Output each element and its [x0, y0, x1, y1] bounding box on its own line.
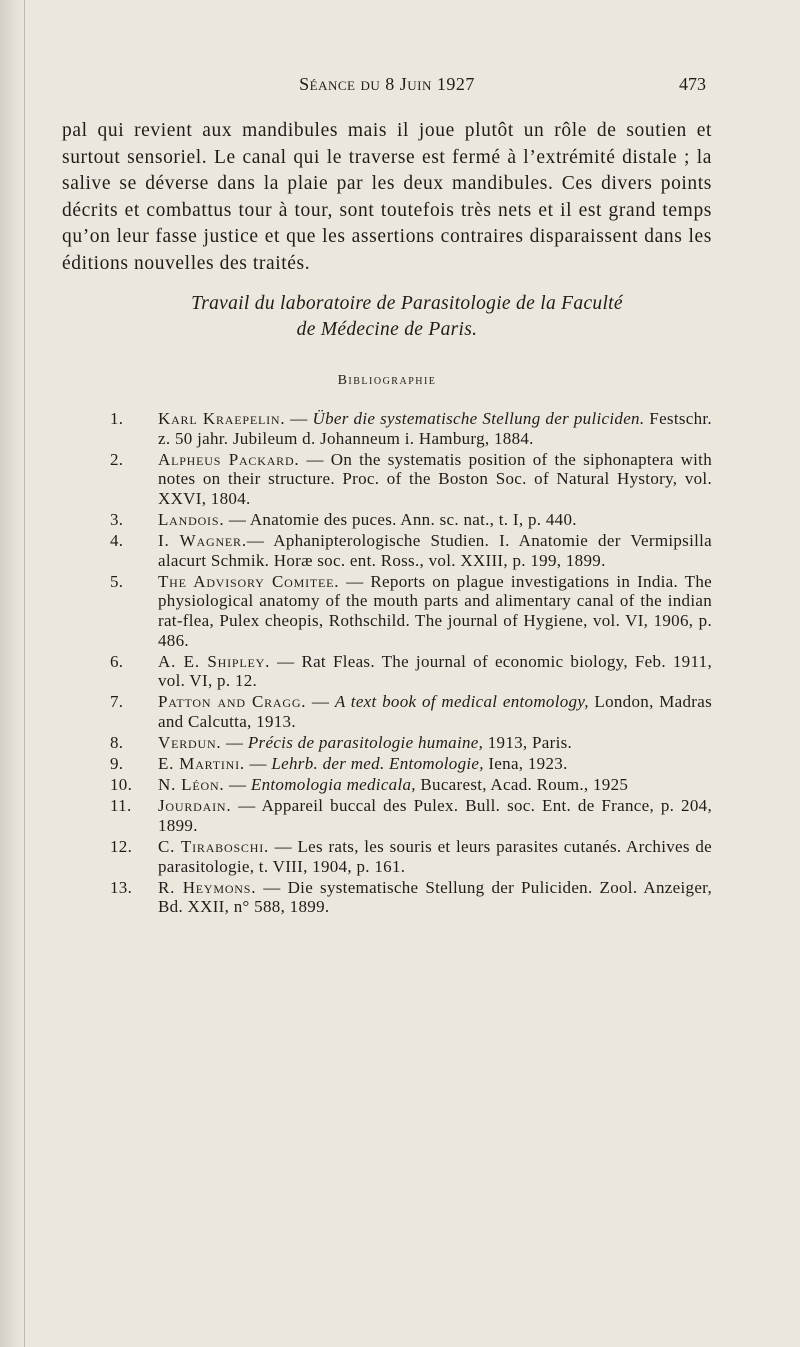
bib-number: 4.: [110, 531, 124, 551]
bib-number: 5.: [110, 571, 124, 591]
bib-details: Les rats, les souris et leurs parasites cutanés. Archives de parasitologie, t. VIII, 1904, p. 161.: [158, 836, 712, 876]
bib-number: 1.: [110, 409, 124, 428]
bib-number: 11.: [110, 796, 132, 816]
bib-entry: [62, 878, 712, 917]
bib-title: A text book of medical entomology,: [334, 692, 589, 712]
bib-details: Aphanipterologische Studien. I. Anatomie der Vermipsilla alacurt Schmik. Horæ soc. ent. Ross., vol. XXIII, p. 199, 1899.: [158, 531, 712, 570]
bib-details: Appareil buccal des Pulex. Bull. soc. Ent. de France, p. 204, 1899.: [158, 796, 712, 835]
bib-entry: [62, 572, 712, 650]
bib-separator: —: [246, 531, 274, 551]
bib-number: 3.: [110, 509, 124, 529]
bib-details: London, Madras and Calcutta, 1913.: [158, 692, 712, 731]
bib-details: On the systematis position of the siphonaptera with notes on their structure. Proc. of the Boston Soc. of Natural Hystory, vol. XXVI, 1804.: [158, 449, 712, 508]
bib-separator: —: [221, 733, 248, 752]
bib-details: Anatomie des puces. Ann. sc. nat., t. I, p. 440.: [249, 509, 577, 529]
body-paragraph: pal qui revient aux mandibules mais il joue plutôt un rôle de soutien et surtout sensoriel. Le canal qui le traverse est fermé à l’extrémité distale ; la salive se déverse dans la plaie par les deux mandibules. Ces divers points décrits et combattus tour à tour, sont toutefois très nets et il est grand temps qu’on leur fasse justice et que les assertions contraires disparaissent dans les éditions nouvelles des traités.: [62, 120, 712, 274]
bib-separator: —: [306, 692, 335, 712]
bib-details: 1913, Paris.: [483, 733, 573, 752]
bib-entry: [62, 510, 712, 530]
bib-title: Lehrb. der med. Entomologie,: [271, 754, 484, 774]
bib-author: R. Heymons.: [158, 877, 257, 897]
bib-separator: —: [269, 836, 298, 856]
bib-number: 2.: [110, 449, 124, 469]
bibliography-list: [62, 409, 712, 917]
bib-details: Die systematische Stellung der Puliciden. Zool. Anzeiger, Bd. XXII, n° 588, 1899.: [158, 877, 713, 917]
bib-separator: —: [256, 877, 288, 897]
bib-separator: —: [339, 571, 371, 591]
bib-number: 8.: [110, 733, 124, 752]
bib-title: Précis de parasitologie humaine,: [247, 733, 484, 752]
bib-number: 13.: [110, 877, 133, 897]
bib-author: N. Léon.: [158, 775, 225, 795]
bib-number: 6.: [110, 651, 124, 671]
bib-separator: —: [299, 449, 331, 469]
bib-entry: [62, 652, 712, 691]
bib-author: Landois.: [158, 509, 225, 529]
bib-separator: —: [231, 796, 262, 816]
bibliography-heading: Bibliographie: [337, 373, 437, 388]
bib-entry: [62, 733, 712, 753]
bib-author: Karl Kraepelin.: [158, 409, 286, 428]
page-gutter: [0, 0, 26, 1347]
bib-entry: [62, 796, 712, 835]
bib-separator: —: [224, 775, 251, 795]
page-header: [62, 74, 712, 104]
bib-entry: [62, 837, 712, 876]
bib-entry: [62, 531, 712, 570]
bib-details: Festschr. z. 50 jahr. Jubileum d. Johanneum i. Hamburg, 1884.: [158, 409, 712, 448]
bib-separator: —: [270, 651, 302, 671]
bib-author: C. Tiraboschi.: [158, 836, 270, 856]
bib-details: Rat Fleas. The journal of economic biology, Feb. 1911, vol. VI, p. 12.: [158, 651, 712, 691]
page-gutter-line: [24, 0, 25, 1347]
bib-entry: [62, 409, 712, 448]
bib-details: Bucarest, Acad. Roum., 1925: [415, 775, 629, 795]
bib-entry: [62, 692, 712, 731]
bib-details: Iena, 1923.: [483, 754, 568, 774]
bib-author: The Advisory Comitee.: [158, 571, 340, 591]
credit-line-2: de Médecine de Paris.: [296, 319, 478, 340]
bib-entry: [62, 450, 712, 509]
bib-author: A. E. Shipley.: [158, 651, 271, 671]
page-number: 473: [679, 74, 706, 94]
bib-author: E. Martini.: [158, 754, 245, 774]
bib-author: Jourdain.: [158, 796, 232, 816]
bib-author: Patton and Cragg.: [158, 692, 307, 712]
laboratory-credit: [62, 291, 712, 343]
bib-separator: —: [245, 754, 272, 774]
bib-entry: [62, 775, 712, 795]
bib-entry: [62, 754, 712, 774]
bib-author: Verdun.: [158, 733, 222, 752]
bib-number: 7.: [110, 692, 124, 712]
bib-number: 12.: [110, 836, 133, 856]
running-title: Séance du 8 Juin 1927: [299, 74, 475, 94]
credit-line-1: Travail du laboratoire de Parasitologie de la Faculté: [191, 293, 623, 314]
bib-author: I. Wagner.: [158, 531, 247, 551]
bib-title: Entomologia medicala,: [250, 775, 416, 795]
bib-details: Reports on plague investigations in India. The physiological anatomy of the mouth parts and alimentary canal of the indian rat-flea, Pulex cheopis, Rothschild. The journal of Hygiene, vol. VI, 1906, p. 486.: [158, 571, 712, 650]
bib-separator: —: [285, 409, 313, 428]
page-body: [62, 118, 712, 918]
bib-author: Alpheus Packard.: [158, 449, 300, 469]
bib-title: Über die systematische Stellung der puliciden.: [312, 409, 645, 428]
bib-number: 9.: [110, 754, 124, 774]
bib-number: 10.: [110, 775, 133, 795]
bib-separator: —: [224, 509, 250, 529]
